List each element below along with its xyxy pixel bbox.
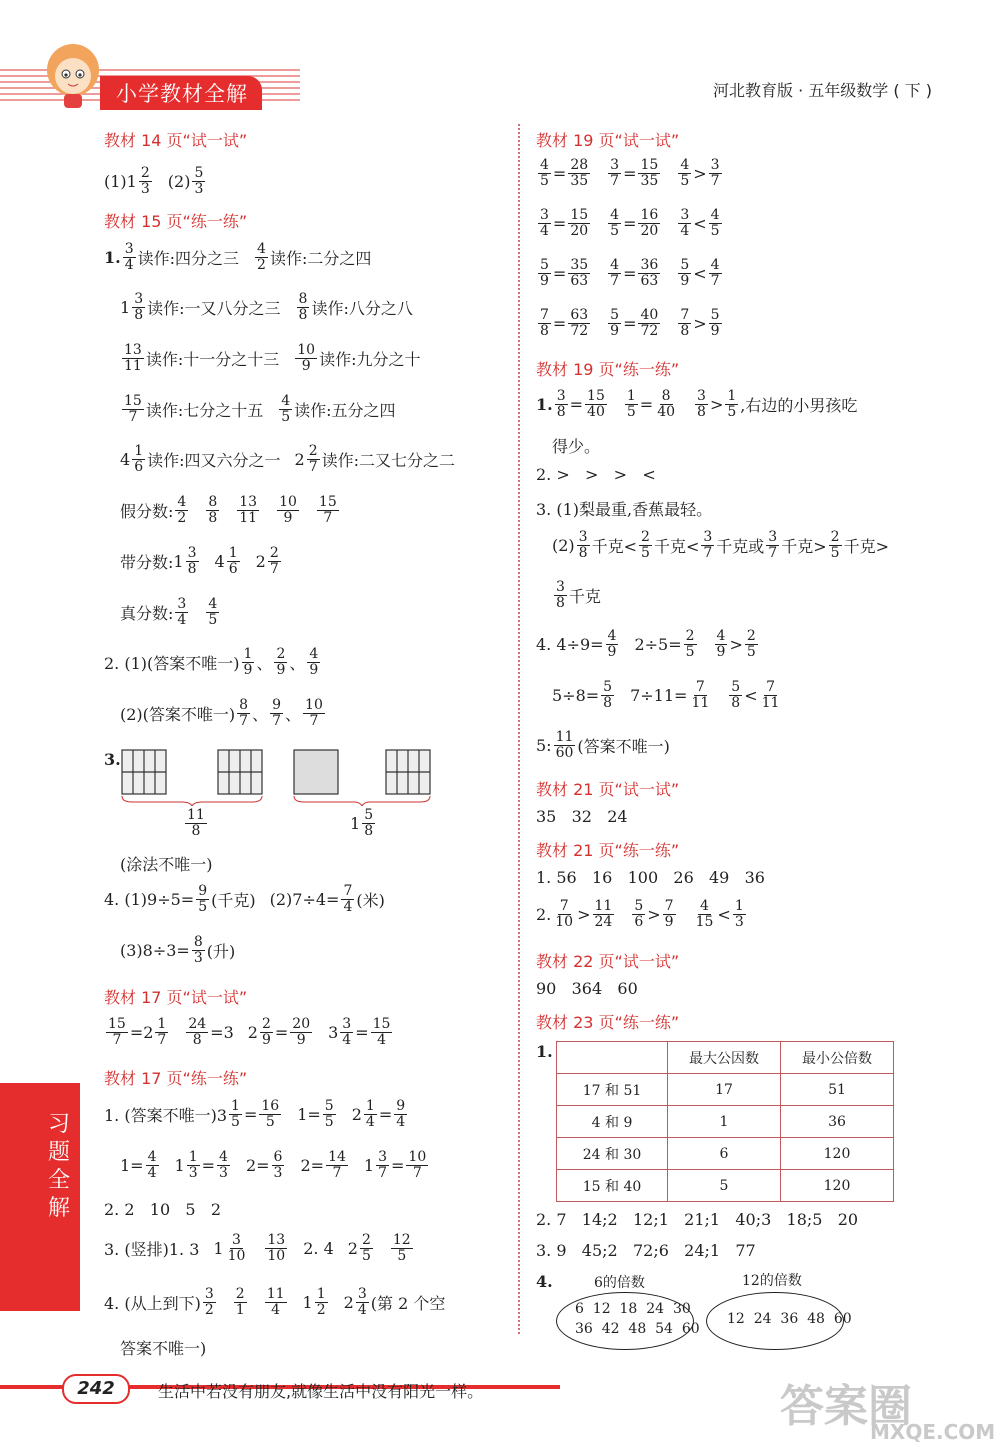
fraction-grid-figure bbox=[118, 746, 438, 806]
section-heading: 教材 21 页“试一试” bbox=[536, 780, 680, 799]
table-cell: 36 bbox=[781, 1106, 894, 1138]
answer-line: 11 8 bbox=[187, 807, 205, 839]
table-cell: 6 bbox=[668, 1138, 781, 1170]
watermark-url: MXQE.COM bbox=[870, 1420, 996, 1444]
table-cell: 24 和 30 bbox=[557, 1138, 668, 1170]
answer-line: 13 11 读作:十一分之十三 10 9 读作:九分之十 bbox=[124, 342, 421, 374]
answer-line: 90 364 60 bbox=[536, 979, 638, 998]
answer-line: 4. 4÷9= $\frac{4}{9}$ 2÷5= $\frac{2}{5}$ 4 9 > 2 5 bbox=[536, 628, 756, 660]
answer-line: 4. (1)9÷5= $\frac{9}{5}$ (千克) (2)7÷4= $\frac{7}{4}$ (米) bbox=[104, 883, 385, 915]
page-number: 242 bbox=[62, 1374, 130, 1404]
table-cell: 17 bbox=[668, 1074, 781, 1106]
table-row bbox=[557, 1170, 894, 1202]
answer-line: 3 8 千克 bbox=[556, 579, 601, 611]
section-heading: 教材 22 页“试一试” bbox=[536, 952, 680, 971]
column-divider bbox=[518, 124, 520, 1334]
answer-line: 1. 3 4 读作:四分之三 4 2 读作:二分之四 bbox=[104, 241, 372, 273]
answer-line: 带分数: 1 3 8 4 1 6 2 2 7 bbox=[120, 545, 279, 577]
answer-line: 2. (1)(答案不唯一) 1 9 、 2 9 、 4 9 bbox=[104, 646, 319, 678]
table-header-cell bbox=[557, 1042, 668, 1074]
answer-line: 1. (答案不唯一)3 $\frac{1}{5}$ = $\frac{16}{5}$ 1= $\frac{5}{5}$ 2 $\frac{1}{4}$ = $\frac{9}{4}$ bbox=[104, 1098, 406, 1130]
side-tab-label: 习题全解 bbox=[47, 1112, 70, 1221]
section-heading: 教材 23 页“练一练” bbox=[536, 1013, 680, 1032]
comparison-line: $\frac{7}{8}$ = $\frac{63}{72}$ $\frac{5}{9}$ = $\frac{40}{72}$ 7 8 > 5 9 bbox=[540, 307, 720, 339]
answer-line: 1. $\frac{3}{8}$ = $\frac{15}{40}$ $\frac{1}{5}$ = $\frac{8}{40}$ 3 8 > 1 5 ,右边的小男孩吃 bbox=[536, 388, 858, 420]
section-heading: 教材 17 页“试一试” bbox=[104, 988, 248, 1007]
answer-line: 1 3 8 读作:一又八分之三 8 8 读作:八分之八 bbox=[120, 291, 413, 323]
section-heading: 教材 17 页“练一练” bbox=[104, 1069, 248, 1088]
multiples-label: 12的倍数 bbox=[742, 1273, 802, 1289]
answer-line: 1= $\frac{4}{4}$ 1 $\frac{1}{3}$ = $\frac{4}{3}$ 2= $\frac{6}{3}$ 2= $\frac{14}{7}$ 1 $\frac{3}{7}$ = $\frac{10}{7}$ bbox=[120, 1149, 427, 1181]
section-heading: 教材 14 页“试一试” bbox=[104, 131, 248, 150]
answer-line: 35 32 24 bbox=[536, 807, 628, 826]
question-number: 4. bbox=[536, 1272, 553, 1291]
answer-line: 2. 2 10 5 2 bbox=[104, 1200, 222, 1219]
multiples-of-12-row: 12 24 36 48 60 bbox=[727, 1311, 852, 1327]
answer-line: 答案不唯一) bbox=[120, 1339, 207, 1358]
multiples-label: 6的倍数 bbox=[594, 1275, 645, 1291]
answer-line: $\frac{15}{7}$ =2 1 7 $\frac{24}{8}$ =3 2 $\frac{2}{9}$ = $\frac{20}{9}$ 3 $\frac{3}{4}$ = $\frac{15}{4}$ bbox=[108, 1016, 391, 1048]
table-header-cell: 最大公因数 bbox=[668, 1042, 781, 1074]
answer-line: 1. 56 16 100 26 49 36 bbox=[536, 868, 765, 887]
question-number: 3. bbox=[104, 750, 121, 769]
table-cell: 120 bbox=[781, 1170, 894, 1202]
answer-note: (涂法不唯一) bbox=[120, 855, 213, 874]
table-row bbox=[557, 1074, 894, 1106]
footer-quote: 生活中若没有朋友,就像生活中没有阳光一样。 bbox=[158, 1382, 484, 1401]
table-row bbox=[557, 1106, 894, 1138]
answer-line: 5÷8= $\frac{5}{8}$ 7÷11= $\frac{7}{11}$ 5 8 < 7 11 bbox=[552, 679, 780, 711]
answer-line: 2. > > > < bbox=[536, 465, 656, 484]
comparison-line: $\frac{3}{4}$ = $\frac{15}{20}$ $\frac{4}{5}$ = $\frac{16}{20}$ 3 4 < 4 5 bbox=[540, 207, 720, 239]
question-number: 1. bbox=[536, 1042, 553, 1061]
section-heading: 教材 21 页“练一练” bbox=[536, 841, 680, 860]
answer-line: 假分数: 4 2 8 8 13 11 10 9 15 7 bbox=[120, 494, 337, 526]
section-heading: 教材 19 页“试一试” bbox=[536, 131, 680, 150]
table-cell: 120 bbox=[781, 1138, 894, 1170]
answer-line: 1 5 8 bbox=[350, 807, 374, 839]
answer-line: 2. 7 10 > 11 24 5 6 > 7 9 4 15 < 1 3 bbox=[536, 898, 744, 930]
answer-line: 5: 11 60 (答案不唯一) bbox=[536, 729, 670, 761]
comparison-line: $\frac{4}{5}$ = $\frac{28}{35}$ $\frac{3}{7}$ = $\frac{15}{35}$ 4 5 > 3 7 bbox=[540, 157, 720, 189]
answer-line: 3. (竖排)1. 3 1 3 10 13 10 2. 4 2 2 5 12 5 bbox=[104, 1232, 411, 1264]
table-cell: 51 bbox=[781, 1074, 894, 1106]
answer-line: 3. (1)梨最重,香蕉最轻。 bbox=[536, 500, 713, 519]
watermark-logo: 答案圈 bbox=[780, 1381, 912, 1432]
mascot-icon bbox=[38, 40, 108, 114]
answer-line: 得少。 bbox=[552, 437, 601, 456]
side-tab bbox=[0, 1083, 80, 1311]
section-heading: 教材 15 页“练一练” bbox=[104, 212, 248, 231]
answer-line: 4. (从上到下) 3 2 2 1 11 4 1 1 2 2 3 4 (第 2 个空 bbox=[104, 1286, 446, 1318]
gcd-lcm-table bbox=[556, 1041, 894, 1202]
answer-line: (2)(答案不唯一) 8 7 、 9 7 、 10 7 bbox=[120, 697, 323, 729]
comparison-line: $\frac{5}{9}$ = $\frac{35}{63}$ $\frac{4}{7}$ = $\frac{36}{63}$ 5 9 < 4 7 bbox=[540, 257, 720, 289]
table-cell: 15 和 40 bbox=[557, 1170, 668, 1202]
answer-line: 3. 9 45;2 72;6 24;1 77 bbox=[536, 1241, 756, 1260]
answer-line: (1)1 2 3 (2) 5 3 bbox=[104, 165, 204, 197]
answer-line: 4 1 6 读作:四又六分之一 2 2 7 读作:二又七分之二 bbox=[120, 443, 456, 475]
table-header-row bbox=[557, 1042, 894, 1074]
table-header-cell: 最小公倍数 bbox=[781, 1042, 894, 1074]
answer-line: (3)8÷3= $\frac{8}{3}$ (升) bbox=[120, 934, 236, 966]
table-cell: 17 和 51 bbox=[557, 1074, 668, 1106]
book-title: 河北教育版 · 五年级数学 ( 下 ) bbox=[712, 81, 932, 100]
multiples-of-6-row: 36 42 48 54 60 bbox=[575, 1321, 700, 1337]
answer-line: 15 7 读作:七分之十五 4 5 读作:五分之四 bbox=[124, 393, 396, 425]
table-cell: 1 bbox=[668, 1106, 781, 1138]
table-cell: 4 和 9 bbox=[557, 1106, 668, 1138]
multiples-of-6-row: 6 12 18 24 30 bbox=[575, 1301, 691, 1317]
brand-title: 小学教材全解 bbox=[100, 76, 262, 110]
answer-line: (2) 3 8 千克< 2 5 千克< 3 7 千克或 3 7 千克> 2 5 千克> bbox=[552, 529, 889, 561]
answer-line: 2. 7 14;2 12;1 21;1 40;3 18;5 20 bbox=[536, 1210, 859, 1229]
table-row bbox=[557, 1138, 894, 1170]
section-heading: 教材 19 页“练一练” bbox=[536, 360, 680, 379]
answer-line: 真分数: 3 4 4 5 bbox=[120, 596, 218, 628]
table-cell: 5 bbox=[668, 1170, 781, 1202]
